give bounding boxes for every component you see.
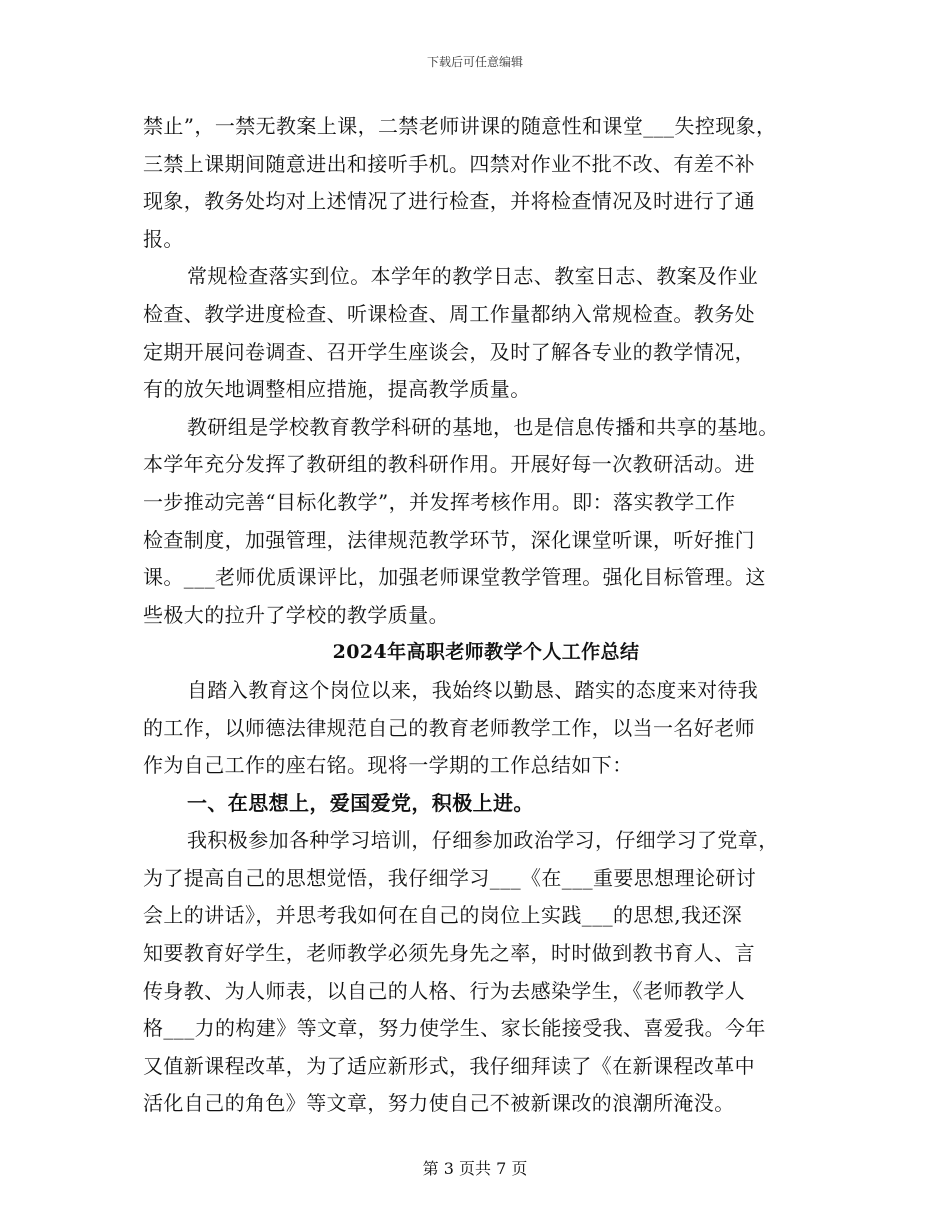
text-line: 知要教育好学生，老师教学必须先身先之率，时时做到教书育人、言 xyxy=(143,941,755,966)
text-line: 又值新课程改革，为了适应新形式，我仔细拜读了《在新课程改革中 xyxy=(143,1053,755,1078)
text-line: 报。 xyxy=(143,226,184,251)
text-line: 的工作，以师德法律规范自己的教育老师教学工作，以当一名好老师 xyxy=(143,715,755,740)
document-body xyxy=(143,108,813,1123)
section-title: 2024年高职老师教学个人工作总结 xyxy=(332,641,640,664)
page-footer: 第 3 页共 7 页 xyxy=(422,1159,528,1178)
text-line: 格___力的构建》等文章，努力使学生、家长能接受我、喜爱我。今年 xyxy=(143,1016,766,1041)
text-line: 传身教、为人师表，以自己的人格、行为去感染学生，《老师教学人 xyxy=(143,978,745,1003)
text-line: 禁止”，一禁无教案上课，二禁老师讲课的随意性和课堂___失控现象， xyxy=(143,114,777,138)
text-line: 些极大的拉升了学校的教学质量。 xyxy=(143,602,449,627)
text-line: 作为自己工作的座右铭。现将一学期的工作总结如下： xyxy=(143,753,633,778)
text-line: 课。___老师优质课评比，加强老师课堂教学管理。强化目标管理。这 xyxy=(143,565,766,590)
page-header: 下载后可任意编辑 xyxy=(426,55,523,69)
paragraph-start: 自踏入教育这个岗位以来，我始终以勤恳、踏实的态度来对待我 xyxy=(187,677,759,702)
text-line: 一步推动完善“目标化教学”，并发挥考核作用。即：落实教学工作 xyxy=(143,489,736,514)
text-line: 本学年充分发挥了教研组的教科研作用。开展好每一次教研活动。进 xyxy=(143,452,755,477)
paragraph-start: 教研组是学校教育教学科研的基地，也是信息传播和共享的基地。 xyxy=(187,414,779,439)
paragraph-start: 我积极参加各种学习培训，仔细参加政治学习，仔细学习了党章， xyxy=(187,828,779,853)
text-line: 定期开展问卷调查、召开学生座谈会，及时了解各专业的教学情况， xyxy=(143,339,755,364)
text-line: 检查制度，加强管理，法律规范教学环节，深化课堂听课，听好推门 xyxy=(143,527,755,552)
text-line: 活化自己的角色》等文章，努力使自己不被新课改的浪潮所淹没。 xyxy=(143,1091,735,1116)
text-line: 有的放矢地调整相应措施，提高教学质量。 xyxy=(143,377,531,402)
text-line: 会上的讲话》，并思考我如何在自己的岗位上实践___的思想,我还深 xyxy=(143,903,743,928)
text-line: 为了提高自己的思想觉悟，我仔细学习___《在___重要思想理论研讨 xyxy=(143,865,757,890)
text-line: 现象，教务处均对上述情况了进行检查，并将检查情况及时进行了通 xyxy=(143,189,755,214)
text-line: 检查、教学进度检查、听课检查、周工作量都纳入常规检查。教务处 xyxy=(143,301,755,326)
section-heading: 一、在思想上，爱国爱党，积极上进。 xyxy=(187,790,534,815)
paragraph-start: 常规检查落实到位。本学年的教学日志、教室日志、教案及作业 xyxy=(187,264,759,289)
text-line: 三禁上课期间随意进出和接听手机。四禁对作业不批不改、有差不补 xyxy=(143,151,755,176)
